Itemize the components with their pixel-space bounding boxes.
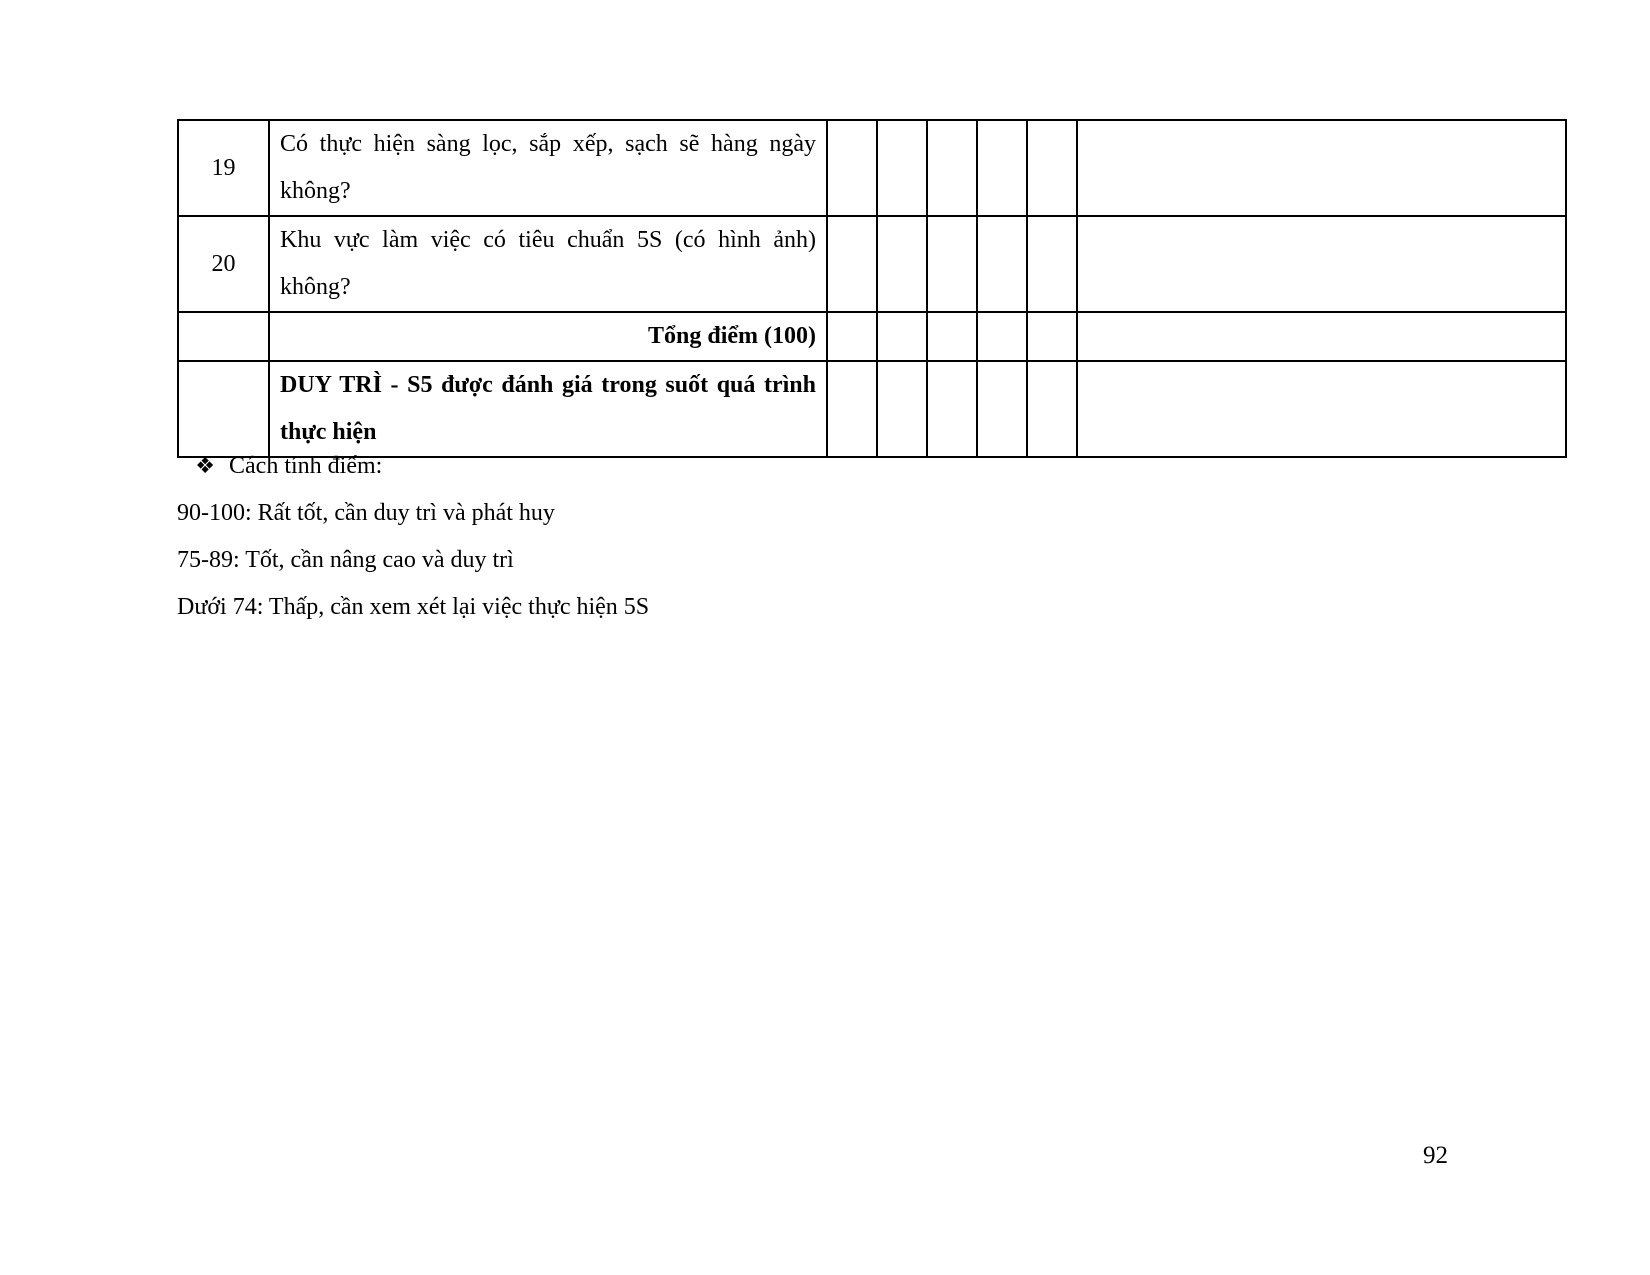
- score-cell: [1027, 312, 1077, 361]
- row-number: [178, 312, 269, 361]
- row-number: [178, 361, 269, 457]
- score-cell: [877, 120, 927, 216]
- total-row: [178, 312, 1566, 361]
- criterion-text: Khu vực làm việc có tiêu chuẩn 5S (có hình ảnh) không?: [269, 216, 827, 312]
- criterion-text: Có thực hiện sàng lọc, sắp xếp, sạch sẽ hàng ngày không?: [269, 120, 827, 216]
- score-cell: [977, 120, 1027, 216]
- maintain-label: DUY TRÌ - S5 được đánh giá trong suốt quá trình thực hiện: [269, 361, 827, 457]
- score-cell: [977, 361, 1027, 457]
- score-cell: [1027, 361, 1077, 457]
- note-cell: [1077, 120, 1566, 216]
- total-label: Tổng điểm (100): [269, 312, 827, 361]
- score-cell: [1027, 216, 1077, 312]
- score-cell: [977, 312, 1027, 361]
- scoring-heading-line: [177, 453, 382, 480]
- score-cell: [827, 361, 877, 457]
- row-number: 20: [178, 216, 269, 312]
- table-row: [178, 216, 1566, 312]
- score-cell: [827, 312, 877, 361]
- scoring-line: 90-100: Rất tốt, cần duy trì và phát huy: [177, 500, 555, 526]
- evaluation-table: [177, 119, 1567, 458]
- score-cell: [927, 216, 977, 312]
- note-cell: [1077, 216, 1566, 312]
- note-cell: [1077, 361, 1566, 457]
- score-cell: [877, 216, 927, 312]
- score-cell: [1027, 120, 1077, 216]
- table-row: [178, 120, 1566, 216]
- score-cell: [877, 361, 927, 457]
- score-cell: [877, 312, 927, 361]
- score-cell: [977, 216, 1027, 312]
- scoring-line: Dưới 74: Thấp, cần xem xét lại việc thực hiện 5S: [177, 594, 650, 620]
- score-cell: [927, 120, 977, 216]
- score-cell: [927, 312, 977, 361]
- score-cell: [827, 216, 877, 312]
- scoring-heading: Cách tính điểm:: [229, 453, 383, 479]
- score-cell: [927, 361, 977, 457]
- scoring-line: 75-89: Tốt, cần nâng cao và duy trì: [177, 547, 514, 573]
- score-cell: [827, 120, 877, 216]
- maintain-row: [178, 361, 1566, 457]
- note-cell: [1077, 312, 1566, 361]
- page-number: 92: [1423, 1142, 1448, 1169]
- row-number: 19: [178, 120, 269, 216]
- diamond-bullet-icon: ❖: [195, 453, 215, 478]
